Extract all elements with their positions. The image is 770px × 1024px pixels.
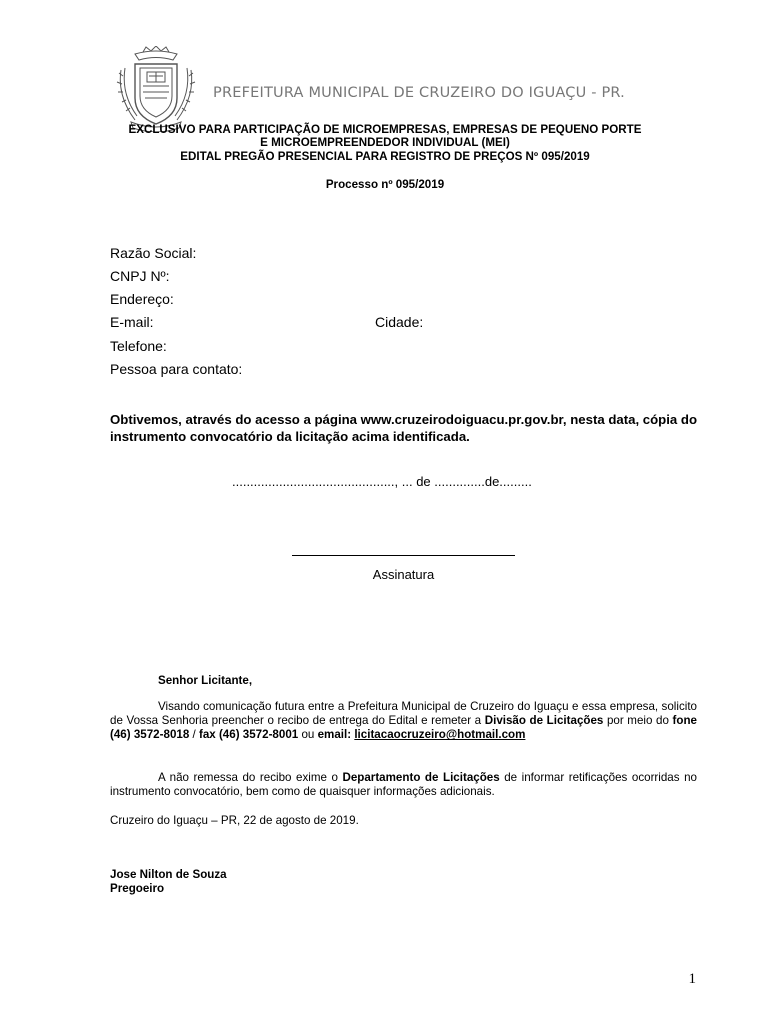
phone-number: fone (46) 3572-8018	[110, 714, 697, 742]
fax-number: fax (46) 3572-8001	[198, 728, 299, 742]
razao-social-label: Razão Social:	[110, 245, 197, 261]
cidade-label: Cidade:	[375, 314, 424, 330]
telefone-label: Telefone:	[110, 338, 167, 354]
title-line-3: EDITAL PREGÃO PRESENCIAL PARA REGISTRO DE PREÇOS Nº 095/2019	[180, 149, 590, 163]
p1-separator: /	[189, 728, 199, 742]
cnpj-label: CNPJ Nº:	[110, 268, 170, 284]
organization-name: PREFEITURA MUNICIPAL DE CRUZEIRO DO IGUAÇU - PR.	[213, 85, 625, 101]
title-line-2: E MICROEMPREENDEDOR INDIVIDUAL (MEI)	[260, 136, 510, 150]
endereco-label: Endereço:	[110, 291, 174, 307]
p2-text-end: de informar retificações ocorridas no instrumento convocatório, bem como de quaisquer informações adicionais.	[110, 771, 697, 799]
p1-text: Visando comunicação futura entre a Prefeitura Municipal de Cruzeiro do Iguaçu e essa empresa, solicito de Vossa Senhoria preencher o recibo de entrega do Edital e remeter a	[110, 700, 697, 728]
date-fill-line: ............................................., ... de ..............de.........	[232, 474, 532, 489]
signer-name: Jose Nilton de Souza	[110, 868, 227, 881]
title-line-1: EXCLUSIVO PARA PARTICIPAÇÃO DE MICROEMPRESAS, EMPRESAS DE PEQUENO PORTE	[128, 123, 642, 136]
document-title	[100, 123, 670, 163]
p1-text-2: por meio do	[603, 714, 673, 728]
p2-text: A não remessa do recibo exime o	[158, 771, 343, 784]
signature-line	[292, 555, 515, 556]
letter-paragraph-2	[110, 771, 697, 799]
letter-salutation: Senhor Licitante,	[158, 674, 253, 687]
letter-paragraph-1	[110, 700, 697, 743]
department-name: Departamento de Licitações	[342, 771, 500, 784]
p1-text-3: ou	[298, 728, 318, 742]
division-name: Divisão de Licitações	[484, 714, 604, 728]
signer-role: Pregoeiro	[110, 882, 165, 895]
contato-label: Pessoa para contato:	[110, 361, 243, 377]
email-label: E-mail:	[110, 314, 154, 330]
place-and-date: Cruzeiro do Iguaçu – PR, 22 de agosto de 2019.	[110, 814, 359, 827]
signature-label: Assinatura	[372, 567, 435, 582]
email-label-bold: email:	[317, 728, 352, 742]
municipal-coat-of-arms-icon	[113, 46, 199, 132]
email-address-link[interactable]: licitacaocruzeiro@hotmail.com	[354, 728, 526, 742]
page-number: 1	[688, 971, 696, 987]
process-number: Processo nº 095/2019	[325, 178, 445, 191]
acknowledgement-statement: Obtivemos, através do acesso a página www.cruzeirodoiguacu.pr.gov.br, nesta data, cópia do instrumento convocatório da licitação acima identificada.	[110, 412, 698, 444]
